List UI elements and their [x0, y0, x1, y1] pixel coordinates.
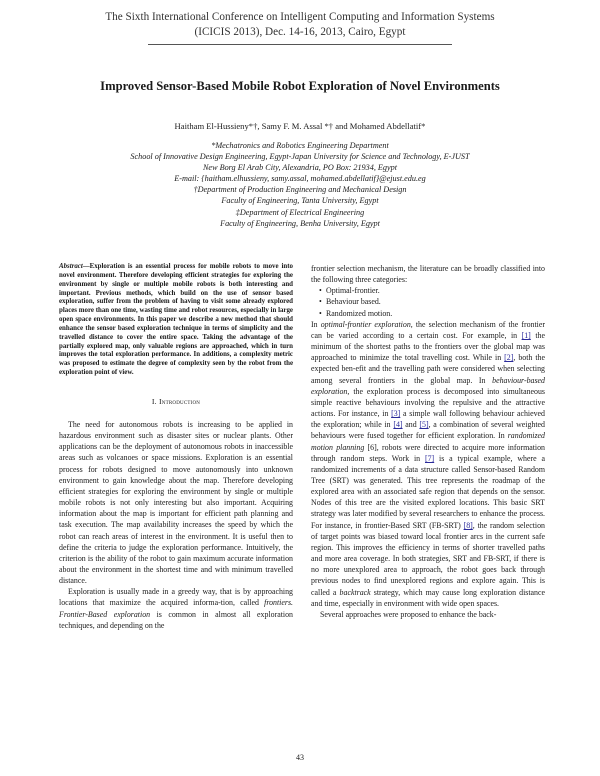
abstract-text: —Exploration is an essential process for mobile robots to move into novel environment. Therefore developing efficient strategies for exploring the environment by single or multiple mobile robots is both interesting and important. Previous methods, which build on the use of sensor based exploration, suffer from the problem of having to visit some already explored places more than one time, wasting time and robot resources, especially in large open space environments. In this paper we describe a new method that should enhance the sensor based exploration technique in terms of simplicity and the travelled distance to cover the entire space. Taking the advantage of the partially explored map, only valuable regions are approached, which in turn improves the total exploration performance. In additions, a complexity metric was proposed to estimate the degree of complexity seen by the robot from the exploration point of view. — [59, 263, 293, 377]
page-number: 43 — [296, 753, 304, 762]
affiliation-line: *Mechatronics and Robotics Engineering Department — [211, 141, 389, 150]
citation-link[interactable]: [3] — [391, 409, 401, 419]
affiliation-email: E-mail: {haitham.elhussieny, samy.assal, mohamed.abdellatif}@ejust.edu.eg — [174, 174, 426, 184]
conference-line-1: The Sixth International Conference on Intelligent Computing and Information Systems — [105, 11, 495, 23]
section-title: Introduction — [159, 396, 201, 406]
affiliation-line: Faculty of Engineering, Benha University, Egypt — [220, 218, 380, 228]
affiliation-line: ‡Department of Electrical Engineering — [235, 207, 365, 217]
citation-link[interactable]: [7] — [424, 453, 435, 463]
affiliation-line: †Department of Production Engineering and Mechanical Design — [193, 185, 407, 195]
intro-paragraph-3: In optimal-frontier exploration, the selection mechanism of the frontier can be varied according to a certain cost. For example, in [1] the minimum of the shortest paths to the frontiers over the global map was approached to minimize the total travelling cost. While in [2], both the expected ben-efit and the travelling path were considered when selecting among several frontiers in the global map. In behaviour-based exploration, the exploration process is decomposed into simultaneous simple reactive behaviours involving the repulsive and the attractive actions. For instance, in [3] a simple wall following behaviour achieved the exploration; while in [4] and [5], a combination of several weighted behaviours were fused together for efficient exploration. In randomized motion planning [6], robots were directed to acquire more information through random steps. Work in [7] is a typical example, where a randomized increments of a data structure called Sensor-based Random Tree (SRT) was generated. This tree represents the roadmap of the explored area with an associated safe region that depends on the sensor. Nodes of this tree are the visited explored locations. This basic SRT strategy was later modified by several researchers to enhance the process. For instance, in frontier-Based SRT (FB-SRT) [8], the random selection of target points was biased toward local frontier arcs in the current safe region. This improves the efficiency in terms of shorter travelled paths and more area coverage. In both strategies, SRT and FB-SRT, if there is no more unexplored area to approach, the robot goes back through previous nodes to find unexplored regions and explore again. This is called a backtrack strategy, which may cause long exploration distance and time, especially in environment with wide open spaces. — [311, 319, 546, 608]
affiliation-line: New Borg El Arab City, Alexandria, PO Box: 21934, Egypt — [202, 163, 398, 173]
section-heading-introduction — [59, 397, 293, 407]
citation-link[interactable]: [4] — [393, 420, 403, 430]
citation-link[interactable]: [8] — [463, 520, 473, 530]
list-item: • Optimal-frontier. — [319, 285, 545, 296]
citation-link[interactable]: [2] — [504, 353, 514, 363]
abstract — [59, 263, 293, 378]
conference-header — [40, 10, 560, 39]
conference-line-2: (ICICIS 2013), Dec. 14-16, 2013, Cairo, Egypt — [194, 25, 406, 38]
intro-paragraph-4: Several approaches were proposed to enhance the back- — [320, 609, 497, 619]
affiliations — [30, 140, 570, 229]
affiliation-line: School of Innovative Design Engineering, Egypt-Japan University for Science and Technology, E-JUST — [130, 152, 470, 162]
section-number: I. — [151, 396, 159, 406]
left-column — [59, 263, 293, 631]
citation-link[interactable]: [5] — [419, 420, 429, 430]
intro-paragraph-1: The need for autonomous robots is increasing to be applied in hazardous environment such as disaster sites or nuclear plants. Other applications can be the deployment of autonomous robots in inaccessible areas such as volcanoes or space missions. Exploration is an essential process for robots designed to move autonomously into unknown environment to gain knowledge about the map. Therefore developing efficient strategies for exploring the environment by single or multiple mobile robots is not only interesting but also important. Acquiring information about the map is important for efficient path planning and task execution. The map availability increases the speed by which the robot can reach areas of interest in the environment. It is useful then to define the criteria to judge the exploration performance. Intuitively, the criterion is the ability of the robot to gain maximum accurate information about the environment in the shortest time and with minimum travelled distance. — [59, 419, 293, 586]
paper-title: Improved Sensor-Based Mobile Robot Exploration of Novel Environments — [100, 79, 500, 93]
list-item: • Behaviour based. — [319, 296, 545, 307]
affiliation-line: Faculty of Engineering, Tanta University, Egypt — [221, 196, 379, 206]
header-rule — [148, 44, 452, 45]
abstract-label: Abstract — [59, 263, 83, 270]
citation-link[interactable]: [1] — [521, 330, 531, 340]
list-item: • Randomized motion. — [319, 308, 545, 319]
category-list — [311, 285, 545, 318]
intro-paragraph-2: Exploration is usually made in a greedy way, that is by approaching locations that maximize the acquired informa-tion, called frontiers. Frontier-Based exploration is common in almost all exploration techniques, and depending on the — [59, 587, 293, 630]
intro-paragraph-continued: frontier selection mechanism, the literature can be broadly classified into the following three categories: — [311, 264, 545, 285]
authors: Haitham El-Hussieny*†, Samy F. M. Assal *† and Mohamed Abdellatif* — [174, 121, 426, 131]
right-column — [311, 263, 545, 620]
